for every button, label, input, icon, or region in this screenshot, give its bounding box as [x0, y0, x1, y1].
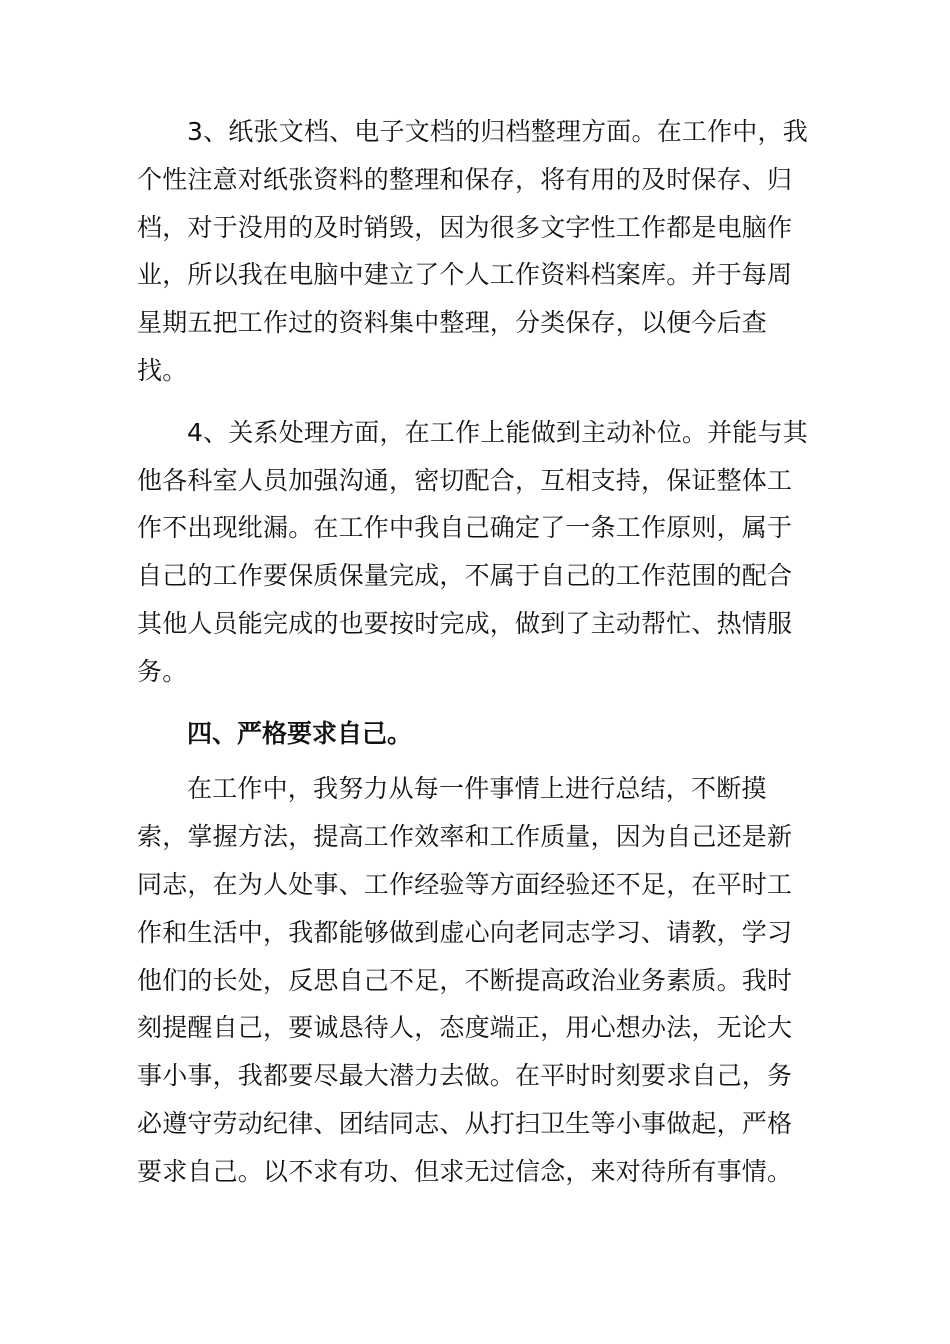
- document-page: [137, 108, 813, 1196]
- section-heading: 四、严格要求自己。: [187, 718, 413, 748]
- paragraph-relations: 4、关系处理方面，在工作上能做到主动补位。并能与其他各科室人员加强沟通，密切配合，互相支持，保证整体工作不出现纰漏。在工作中我自己确定了一条工作原则，属于自己的工作要保质保量完成，不属于自己的工作范围的配合其他人员能完成的也要按时完成，做到了主动帮忙、热情服务。: [137, 417, 808, 686]
- paragraph-archiving: 3、纸张文档、电子文档的归档整理方面。在工作中，我个性注意对纸张资料的整理和保存，将有用的及时保存、归档，对于没用的及时销毁，因为很多文字性工作都是电脑作业，所以我在电脑中建立了个人工作资料档案库。并于每周星期五把工作过的资料集中整理，分类保存，以便今后查找。: [137, 117, 808, 385]
- paragraph-self-discipline: 在工作中，我努力从每一件事情上进行总结，不断摸索，掌握方法，提高工作效率和工作质量，因为自己还是新同志，在为人处事、工作经验等方面经验还不足，在平时工作和生活中，我都能够做到虚心向老同志学习、请教，学习他们的长处，反思自己不足，不断提高政治业务素质。我时刻提醒自己，要诚恳待人，态度端正，用心想办法，无论大事小事，我都要尽最大潜力去做。在平时时刻要求自己，务必遵守劳动纪律、团结同志、从打扫卫生等小事做起，严格要求自己。以不求有功、但求无过信念，来对待所有事情。: [137, 774, 793, 1186]
